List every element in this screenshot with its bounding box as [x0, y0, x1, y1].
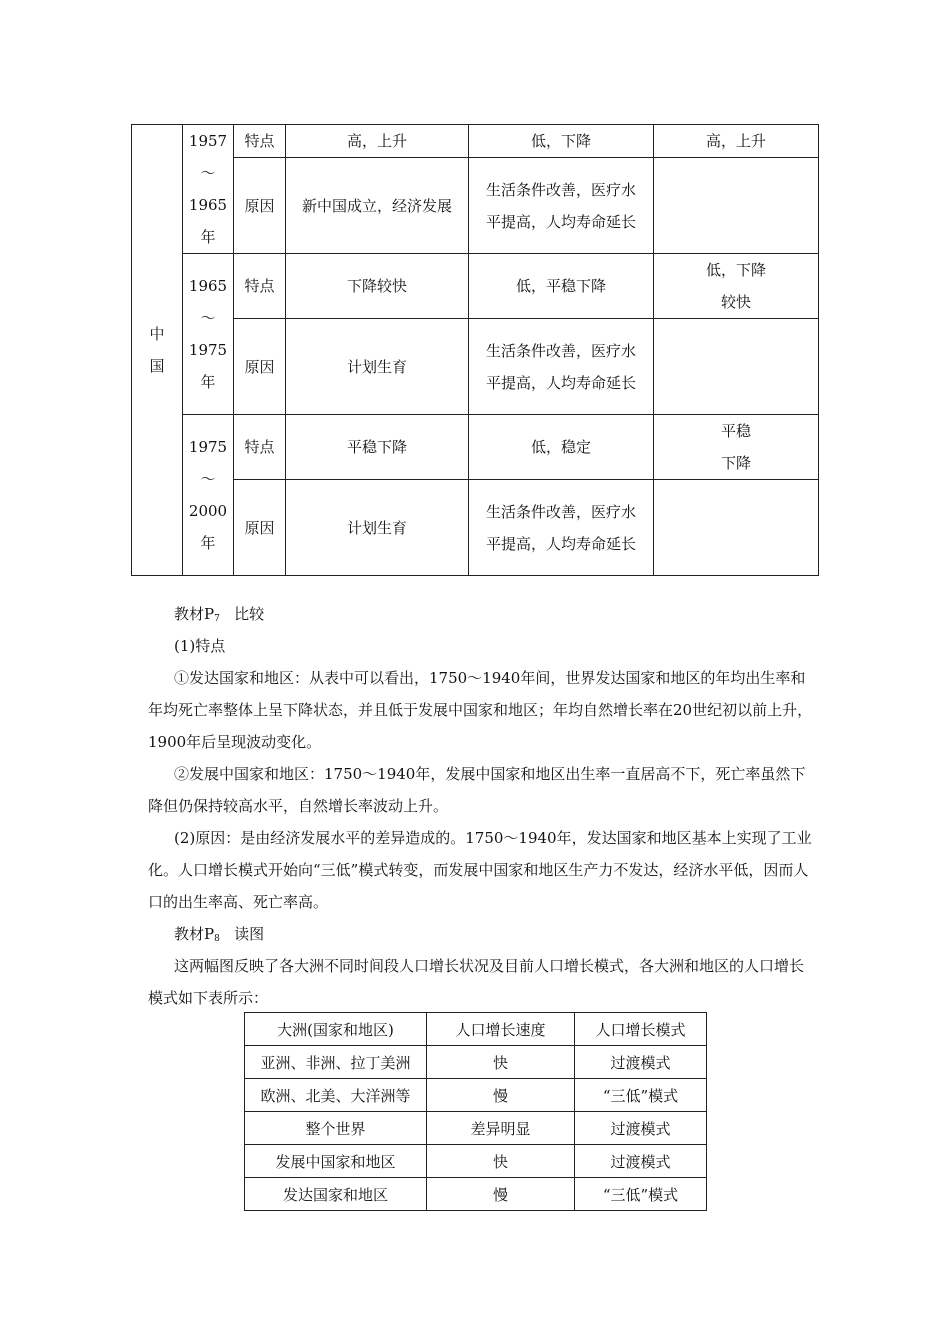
speed-cell: 慢	[427, 1079, 575, 1112]
speed-cell: 慢	[427, 1178, 575, 1211]
paragraph-reading: 这两幅图反映了各大洲不同时间段人口增长状况及目前人口增长模式，各大洲和地区的人口增长模式如下表所示：	[148, 957, 805, 1007]
row-label: 特点	[234, 415, 286, 480]
row-label: 特点	[234, 125, 286, 158]
natural-cell	[654, 319, 819, 415]
death-cell: 低，稳定	[469, 415, 654, 480]
death-cell: 生活条件改善，医疗水平提高，人均寿命延长	[469, 158, 654, 254]
region-cell: 发展中国家和地区	[245, 1145, 427, 1178]
column-header: 人口增长模式	[575, 1013, 707, 1046]
section-heading-p8: 教材$P_8$ 读图	[174, 925, 265, 944]
table-row	[245, 1178, 707, 1211]
row-label: 原因	[234, 319, 286, 415]
speed-cell: 快	[427, 1145, 575, 1178]
paragraph-developing: ②发展中国家和地区：1750～1940年，发展中国家和地区出生率一直居高不下，死亡率虽然下降但仍保持较高水平，自然增长率波动上升。	[148, 765, 806, 815]
birth-cell: 计划生育	[286, 319, 469, 415]
death-cell: 生活条件改善，医疗水平提高，人均寿命延长	[469, 480, 654, 576]
table-row	[132, 158, 819, 254]
table-row	[245, 1145, 707, 1178]
table-row	[245, 1112, 707, 1145]
region-cell: 欧洲、北美、大洋洲等	[245, 1079, 427, 1112]
period-cell: 1975 ～ 2000 年	[183, 415, 234, 576]
birth-cell: 计划生育	[286, 480, 469, 576]
table-row	[132, 319, 819, 415]
period-cell: 1957 ～ 1965 年	[183, 125, 234, 254]
birth-cell: 新中国成立，经济发展	[286, 158, 469, 254]
table-header-row	[245, 1013, 707, 1046]
natural-cell	[654, 480, 819, 576]
birth-cell: 高，上升	[286, 125, 469, 158]
region-cell: 中国	[132, 125, 183, 576]
pattern-cell: 过渡模式	[575, 1145, 707, 1178]
speed-cell: 差异明显	[427, 1112, 575, 1145]
natural-cell	[654, 158, 819, 254]
death-cell: 低，下降	[469, 125, 654, 158]
table-row	[132, 254, 819, 319]
death-cell: 低，平稳下降	[469, 254, 654, 319]
region-cell: 发达国家和地区	[245, 1178, 427, 1211]
column-header: 人口增长速度	[427, 1013, 575, 1046]
pattern-cell: 过渡模式	[575, 1112, 707, 1145]
table-row	[132, 415, 819, 480]
subheading-features: (1)特点	[174, 637, 226, 655]
china-population-table	[131, 124, 819, 576]
paragraph-reasons: (2)原因：是由经济发展水平的差异造成的。1750～1940年，发达国家和地区基本上实现了工业化。人口增长模式开始向“三低”模式转变，而发展中国家和地区生产力不发达，经济水平低，因而人口的出生率高、死亡率高。	[148, 829, 812, 911]
natural-cell: 低，下降较快	[654, 254, 819, 319]
natural-cell: 高，上升	[654, 125, 819, 158]
death-cell: 生活条件改善，医疗水平提高，人均寿命延长	[469, 319, 654, 415]
row-label: 原因	[234, 480, 286, 576]
section-heading-p7: 教材$P_7$ 比较	[174, 605, 265, 624]
table-row	[245, 1079, 707, 1112]
column-header: 大洲(国家和地区)	[245, 1013, 427, 1046]
region-cell: 整个世界	[245, 1112, 427, 1145]
period-cell: 1965 ～ 1975 年	[183, 254, 234, 415]
speed-cell: 快	[427, 1046, 575, 1079]
birth-cell: 下降较快	[286, 254, 469, 319]
paragraph-developed: ①发达国家和地区：从表中可以看出，1750～1940年间，世界发达国家和地区的年均出生率和年均死亡率整体上呈下降状态，并且低于发展中国家和地区；年均自然增长率在20世纪初以前上升，1900年后呈现波动变化。	[148, 669, 813, 751]
table-row	[132, 480, 819, 576]
region-cell: 亚洲、非洲、拉丁美洲	[245, 1046, 427, 1079]
table-row	[245, 1046, 707, 1079]
table-row	[132, 125, 819, 158]
row-label: 特点	[234, 254, 286, 319]
birth-cell: 平稳下降	[286, 415, 469, 480]
natural-cell: 平稳下降	[654, 415, 819, 480]
growth-pattern-table	[244, 1012, 707, 1211]
pattern-cell: “三低”模式	[575, 1079, 707, 1112]
row-label: 原因	[234, 158, 286, 254]
pattern-cell: “三低”模式	[575, 1178, 707, 1211]
pattern-cell: 过渡模式	[575, 1046, 707, 1079]
